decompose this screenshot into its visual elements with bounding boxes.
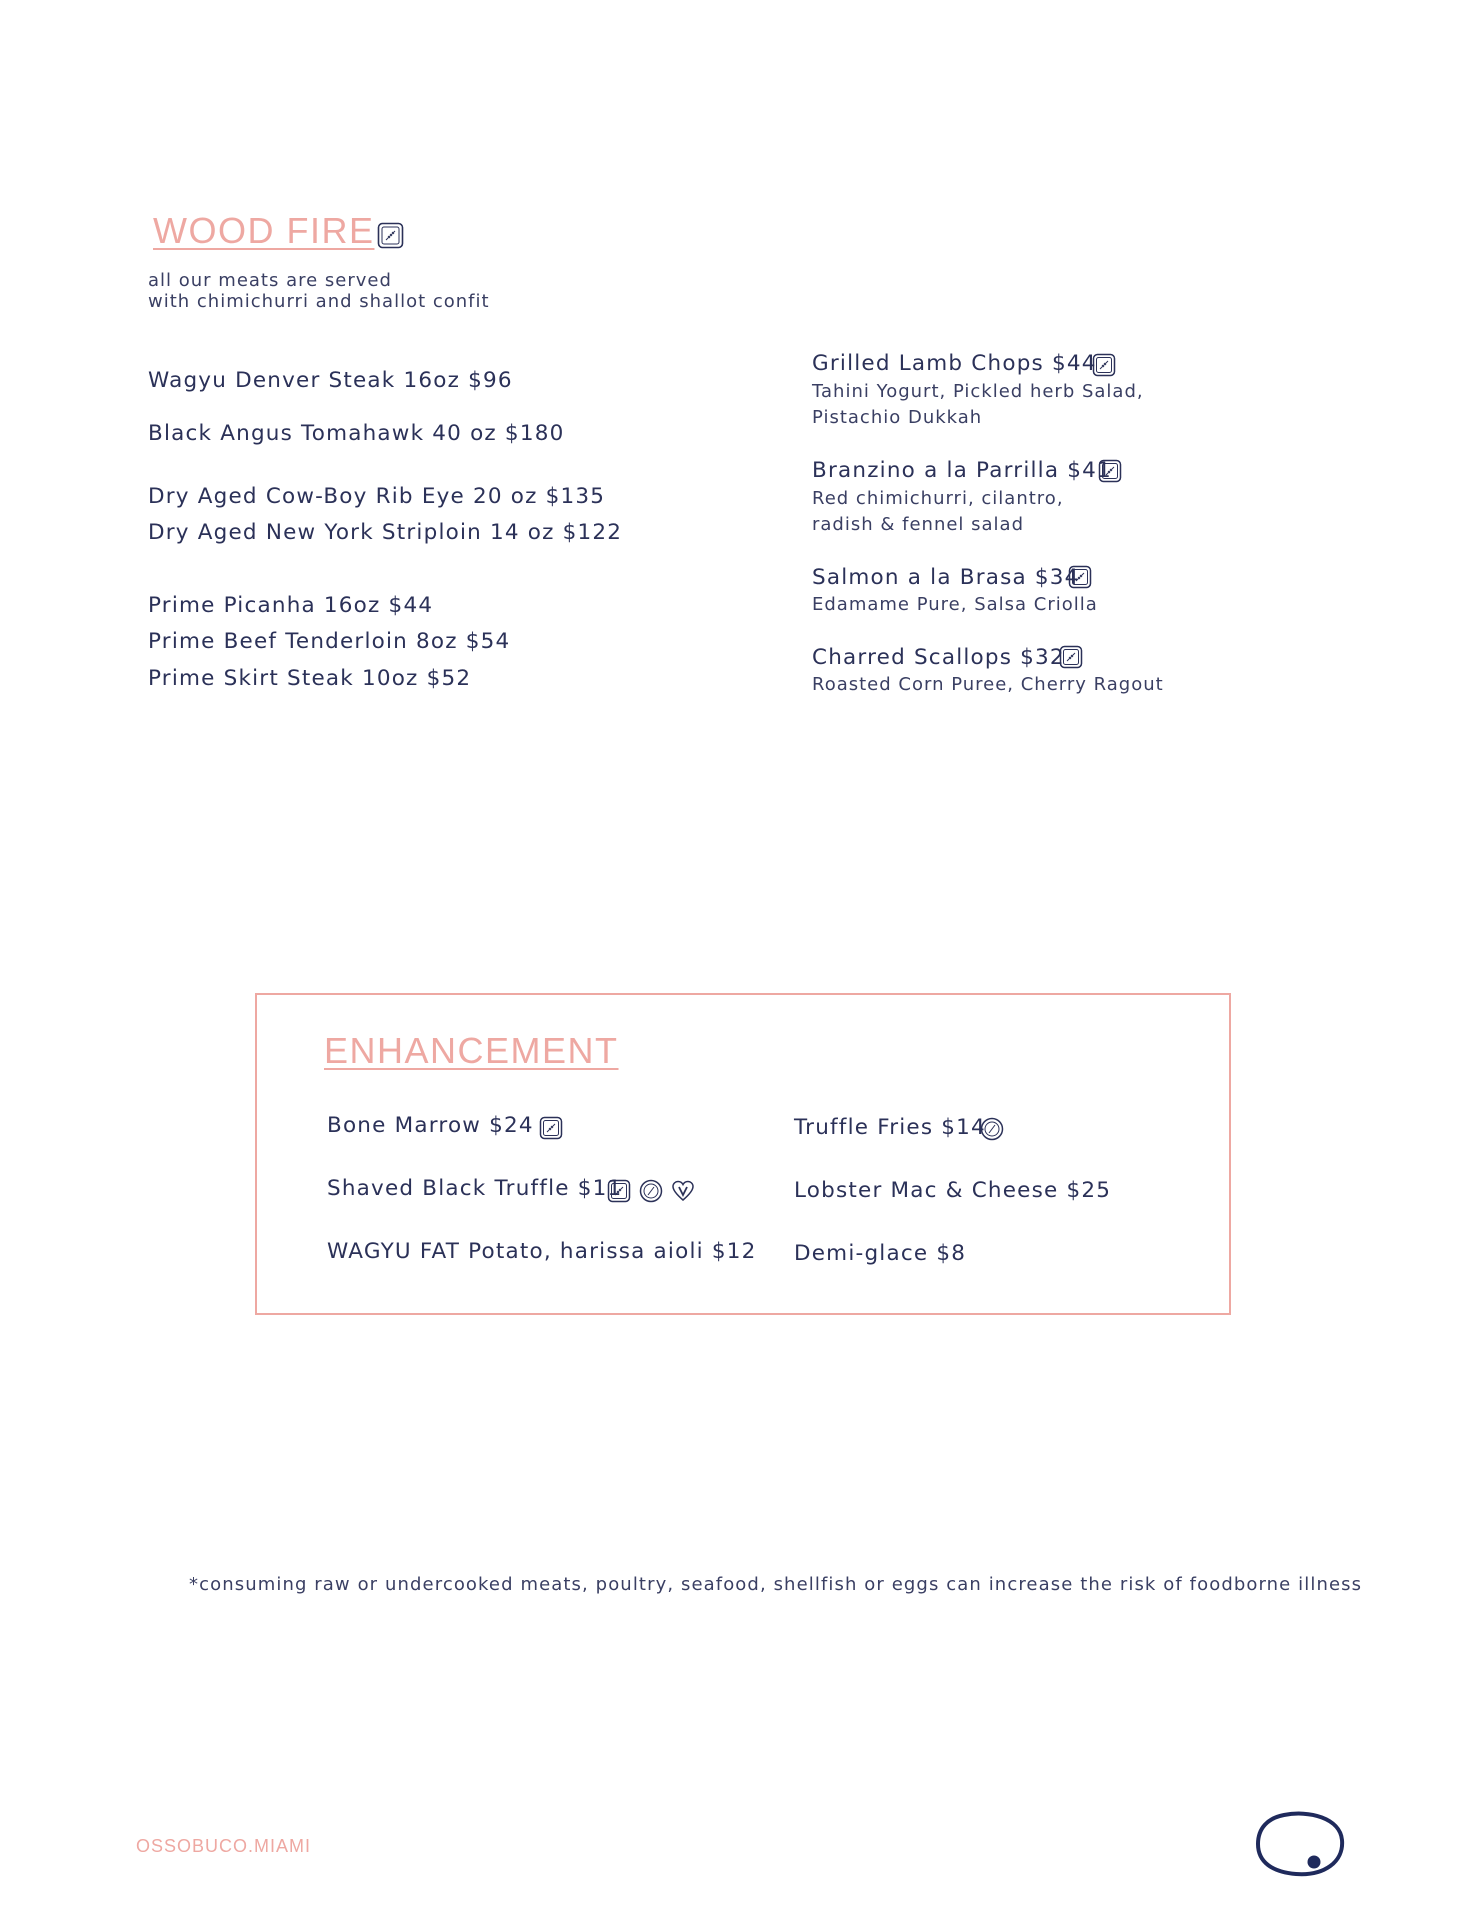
section-title-enhancement: ENHANCEMENT [324,1030,619,1071]
menu-item: Prime Beef Tenderloin 8oz $54 [148,629,511,654]
menu-item-description: Tahini Yogurt, Pickled herb Salad, [812,381,1144,402]
dairy-free-icon [639,1179,663,1203]
gluten-free-icon [1098,459,1122,483]
dairy-free-icon [980,1117,1004,1141]
menu-item: Dry Aged Cow-Boy Rib Eye 20 oz $135 [148,484,606,509]
menu-item: Black Angus Tomahawk 40 oz $180 [148,421,565,446]
menu-item: Bone Marrow $24 [327,1113,534,1138]
menu-item: Prime Picanha 16oz $44 [148,593,434,618]
menu-item-description: Pistachio Dukkah [812,407,983,428]
footnote: *consuming raw or undercooked meats, poultry, seafood, shellfish or eggs can increase the risk of foodborne illness [189,1574,1363,1595]
menu-item: Prime Skirt Steak 10oz $52 [148,666,472,691]
ossobuco-logo [1254,1810,1346,1880]
menu-item: Charred Scallops $32 [812,645,1065,670]
menu-item-description: Red chimichurri, cilantro, [812,488,1064,509]
gluten-free-icon [1059,645,1083,669]
website-link[interactable]: OSSOBUCO.MIAMI [136,1836,312,1856]
menu-item: Dry Aged New York Striploin 14 oz $122 [148,520,623,545]
menu-item: Grilled Lamb Chops $44 [812,351,1097,376]
menu-item: Wagyu Denver Steak 16oz $96 [148,368,513,393]
gluten-free-icon [539,1116,563,1140]
wood-fire-intro-line-2: with chimichurri and shallot confit [148,291,490,312]
menu-item-description: radish & fennel salad [812,514,1025,535]
menu-item: Branzino a la Parrilla $41 [812,458,1112,483]
menu-item-description: Edamame Pure, Salsa Criolla [812,594,1098,615]
menu-item: Truffle Fries $14 [794,1115,986,1140]
gluten-free-icon [607,1179,631,1203]
section-title-wood-fire: WOOD FIRE [153,210,375,251]
menu-item: Salmon a la Brasa $34 [812,565,1080,590]
vegan-icon [671,1179,695,1203]
menu-item: WAGYU FAT Potato, harissa aioli $12 [327,1239,757,1264]
wood-fire-intro-line-1: all our meats are served [148,270,392,291]
gluten-free-icon [377,222,404,249]
menu-item-description: Roasted Corn Puree, Cherry Ragout [812,674,1164,695]
menu-item: Shaved Black Truffle $11 [327,1176,623,1201]
gluten-free-icon [1068,565,1092,589]
menu-item: Lobster Mac & Cheese $25 [794,1178,1112,1203]
menu-item: Demi-glace $8 [794,1241,967,1266]
gluten-free-icon [1092,353,1116,377]
